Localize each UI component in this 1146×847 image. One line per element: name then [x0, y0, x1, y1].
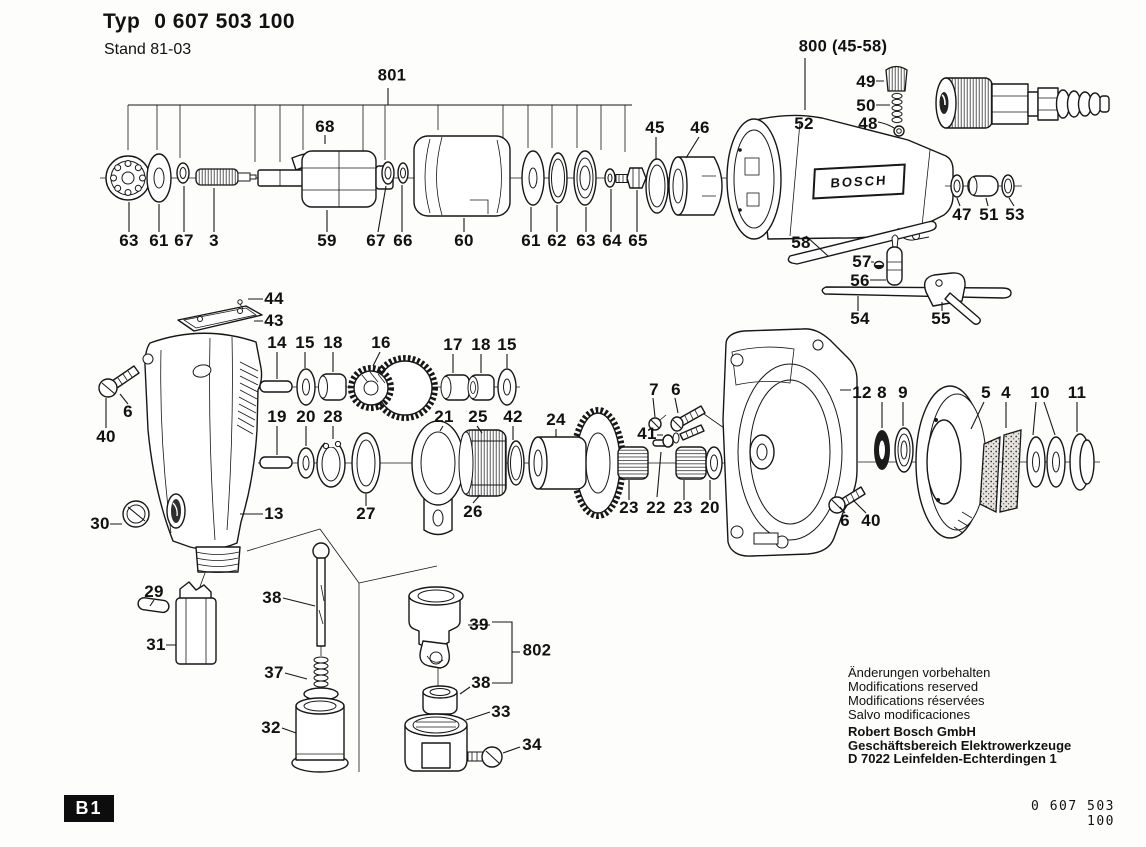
- part-label-29: 29: [144, 582, 164, 601]
- part-3-gear-shaft: [196, 169, 256, 185]
- type-prefix: Typ: [103, 10, 141, 33]
- part-label-13: 13: [264, 504, 284, 523]
- part-label-26: 26: [463, 502, 483, 521]
- part-label-53: 53: [1005, 205, 1025, 224]
- part-8-9-washers: [874, 428, 913, 472]
- part-25-26-needle-cage: [459, 430, 506, 496]
- part-67-ring: [177, 163, 189, 183]
- motor-housing: [727, 67, 1109, 325]
- part-label-62: 62: [547, 231, 567, 250]
- legal-line: Modifications reserved: [848, 679, 979, 694]
- part-label-39: 39: [469, 615, 489, 634]
- part-label-45: 45: [645, 118, 665, 137]
- part-label-3: 3: [209, 231, 219, 250]
- company-address: [848, 725, 1071, 766]
- bosch-logo: BOSCH: [812, 164, 906, 200]
- part-46-sleeve: [669, 157, 722, 215]
- part-label-16: 16: [371, 333, 391, 352]
- part-61-washer: [147, 154, 171, 202]
- part-label-6: 6: [840, 511, 850, 530]
- part-59-rotor: [258, 151, 393, 207]
- part-10-11: [1027, 434, 1094, 490]
- part-label-11: 11: [1067, 383, 1087, 402]
- part-15-18-16-gears: [297, 358, 435, 418]
- group-label-801: 801: [377, 66, 407, 85]
- part-label-22: 22: [646, 498, 666, 517]
- part-21-flange: [412, 421, 464, 535]
- part-label-61: 61: [521, 231, 541, 250]
- company-line: Geschäftsbereich Elektrowerkzeuge: [848, 737, 1072, 753]
- part-label-5: 5: [981, 383, 991, 402]
- revision-stand: Stand 81-03: [104, 41, 192, 58]
- part-label-20: 20: [296, 407, 316, 426]
- motor-row: [100, 136, 740, 216]
- part-27-oring: [352, 433, 380, 493]
- group-801-bracket: [128, 88, 632, 162]
- part-30-screw: [123, 501, 149, 527]
- part-label-17: 17: [443, 335, 463, 354]
- part-label-51: 51: [979, 205, 999, 224]
- part-label-9: 9: [898, 383, 908, 402]
- part-5-drum: [916, 386, 986, 538]
- part-label-15: 15: [497, 335, 517, 354]
- part-label-60: 60: [454, 231, 474, 250]
- part-label-42: 42: [503, 407, 523, 426]
- sheet-code-badge: B1: [64, 795, 114, 822]
- part-label-27: 27: [356, 504, 376, 523]
- part-label-49: 49: [856, 72, 876, 91]
- part-label-18: 18: [323, 333, 343, 352]
- part-label-4: 4: [1001, 383, 1011, 402]
- group-label-800-(45-58): 800 (45-58): [798, 37, 888, 56]
- part-39-chuck: [409, 587, 463, 668]
- part-label-61: 61: [149, 231, 169, 250]
- part-label-50: 50: [856, 96, 876, 115]
- part-label-30: 30: [90, 514, 110, 533]
- part-label-41: 41: [637, 424, 657, 443]
- part-label-6: 6: [123, 402, 133, 421]
- part-43-plate: [178, 300, 262, 331]
- part-label-23: 23: [673, 498, 693, 517]
- part-label-32: 32: [261, 718, 281, 737]
- part-31-holder: [176, 582, 216, 664]
- part-label-55: 55: [931, 309, 951, 328]
- part-47-51-53: [945, 175, 1022, 197]
- part-label-52: 52: [794, 114, 814, 133]
- part-label-23: 23: [619, 498, 639, 517]
- part-label-34: 34: [522, 735, 542, 754]
- part-label-56: 56: [850, 271, 870, 290]
- part-label-48: 48: [858, 114, 878, 133]
- part-14-pin: [260, 381, 292, 392]
- part-label-68: 68: [315, 117, 335, 136]
- part-label-64: 64: [602, 231, 622, 250]
- part-label-12: 12: [852, 383, 872, 402]
- part-63-bearing: [106, 156, 150, 200]
- part-60-cylinder: [414, 136, 510, 216]
- part-34-screw: [468, 747, 502, 767]
- part-20-washer: [298, 448, 314, 478]
- part-label-43: 43: [264, 311, 284, 330]
- part-label-31: 31: [146, 635, 166, 654]
- part-32-sleeve: [292, 698, 348, 772]
- part-label-63: 63: [119, 231, 139, 250]
- part-label-63: 63: [576, 231, 596, 250]
- part-label-47: 47: [952, 205, 972, 224]
- part-45-ring: [646, 159, 668, 213]
- part-label-21: 21: [434, 407, 454, 426]
- part-6-40-screw-left: [99, 366, 139, 397]
- legal-notice: [848, 666, 990, 722]
- group-label-802: 802: [522, 641, 552, 660]
- part-label-67: 67: [366, 231, 386, 250]
- footer-part-number: 0 607 503 100: [1031, 799, 1115, 829]
- part-label-8: 8: [877, 383, 887, 402]
- part-28-snap-ring: [317, 438, 345, 487]
- part-label-20: 20: [700, 498, 720, 517]
- legal-line: Salvo modificaciones: [848, 707, 971, 722]
- part-label-6: 6: [671, 380, 681, 399]
- part-label-54: 54: [850, 309, 870, 328]
- part-label-40: 40: [96, 427, 116, 446]
- part-label-59: 59: [317, 231, 337, 250]
- part-label-58: 58: [791, 233, 811, 252]
- part-38-rod: [313, 543, 329, 646]
- legal-line: Modifications réservées: [848, 693, 985, 708]
- part-19-pin: [260, 457, 292, 468]
- part-label-44: 44: [264, 289, 284, 308]
- part-label-25: 25: [468, 407, 488, 426]
- part-label-7: 7: [649, 380, 659, 399]
- type-number: 0 607 503 100: [154, 10, 296, 33]
- group-802-bracket: [492, 622, 520, 683]
- part-label-67: 67: [174, 231, 194, 250]
- company-line: Robert Bosch GmbH: [848, 724, 976, 739]
- part-42-ring: [508, 441, 524, 485]
- part-label-57: 57: [852, 252, 872, 271]
- part-label-65: 65: [628, 231, 648, 250]
- part-24-gear: [529, 410, 623, 516]
- part-label-37: 37: [264, 663, 284, 682]
- part-label-66: 66: [393, 231, 413, 250]
- part-65-screw: [616, 168, 646, 188]
- part-label-28: 28: [323, 407, 343, 426]
- part-label-14: 14: [267, 333, 287, 352]
- part-4-wedges: [980, 430, 1021, 512]
- part-label-15: 15: [295, 333, 315, 352]
- part-33-cap: [405, 714, 467, 771]
- hose-coupling: [936, 78, 1109, 128]
- bottom-group: [137, 529, 520, 772]
- part-label-19: 19: [267, 407, 287, 426]
- part-17-18-15: [441, 369, 516, 405]
- part-label-10: 10: [1030, 383, 1050, 402]
- part-label-33: 33: [491, 702, 511, 721]
- part-label-24: 24: [546, 410, 566, 429]
- part-label-38: 38: [262, 588, 282, 607]
- part-label-40: 40: [861, 511, 881, 530]
- part-label-38: 38: [471, 673, 491, 692]
- part-label-46: 46: [690, 118, 710, 137]
- company-line: D 7022 Leinfelden-Echterdingen 1: [848, 751, 1057, 766]
- legal-line: Änderungen vorbehalten: [848, 665, 991, 680]
- part-label-18: 18: [471, 335, 491, 354]
- gear-housing-12: [723, 329, 1100, 556]
- page-title: [103, 10, 295, 34]
- part-67-66-rings: [382, 162, 408, 184]
